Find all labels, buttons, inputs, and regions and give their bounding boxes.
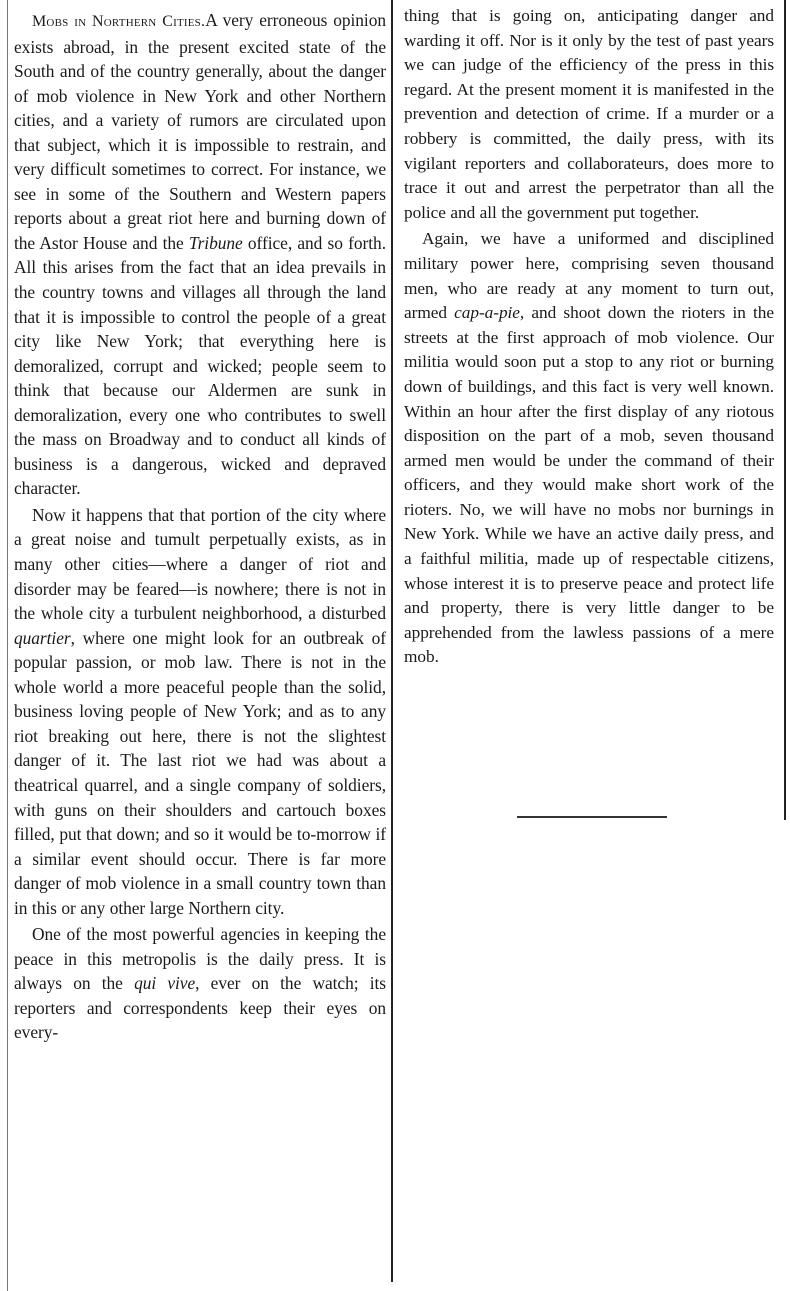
italic-term: Tribune bbox=[188, 232, 243, 253]
paragraph-3-continued: thing that is going on, anticipating danger and warding it off. Nor is it only by the test of past years we can judge of the efficiency of the press in this regard. At the present moment it is manifested in the prevention and detection of crime. If a murder or a robbery is committed, the daily press, with its vigilant reporters and collaborateurs, does more to trace it out and arrest the perpetrator than all the police and all the government put together. bbox=[404, 6, 774, 222]
italic-term: cap-a-pie bbox=[454, 303, 520, 323]
article-column-right bbox=[404, 4, 774, 814]
column-rule-right-edge bbox=[784, 0, 786, 820]
column-rule-center bbox=[391, 0, 393, 1282]
italic-term: quartier bbox=[14, 627, 71, 648]
paragraph-1 bbox=[14, 8, 386, 501]
column-rule-left-edge bbox=[7, 0, 8, 1291]
article-headline: Mobs in Northern Cities. bbox=[32, 13, 206, 30]
italic-term: qui vive bbox=[134, 973, 196, 994]
article-column-left bbox=[14, 8, 386, 1278]
article-end-rule bbox=[517, 816, 667, 818]
paragraph-3: One of the most powerful agencies in keeping the peace in this metropolis is the daily press. It is always on the qui vive, ever on the watch; its reporters and correspondents keep their eyes on every- bbox=[14, 924, 387, 1043]
paragraph-2: Now it happens that that portion of the city where a great noise and tumult perpetually exists, as in many other cities—where a danger of riot and disorder may be feared—is nowhere; there is not in the whole city a turbulent neighborhood, a disturbed quartier, where one might look for an outbreak of popular passion, or mob law. There is not in the whole world a more peaceful people than the solid, business loving people of New York; and as to any riot breaking out here, there is not the slightest danger of it. The last riot we had was about a theatrical quarrel, and a single company of soldiers, with guns on their shoulders and cartouch boxes filled, put that down; and so it would be to-morrow if a similar event should occur. There is far more danger of mob violence in a small country town than in this or any other large Northern city. bbox=[14, 504, 386, 918]
paragraph-1-body: A very erroneous opinion exists abroad, in the present excited state of the South and of the country generally, about the danger of mob violence in New York and other Northern cities, and a variety of rumors are circulated upon that subject, which it is impossible to restrain, and very difficult sometimes to correct. For instance, we see in some of the Southern and Western papers reports about a great riot here and burning down of the Astor House and the Tribune office, and so forth. All this arises from the fact that an idea prevails in the country towns and villages all through the land that it is impossible to control the people of a great city like New York; that everything here is demoralized, corrupt and wicked; people seem to think that because our Aldermen are sunk in demoralization, every one who contributes to swell the mass on Broadway and to conduct all kinds of business is a dangerous, wicked and depraved character. bbox=[14, 10, 386, 499]
paragraph-4: Again, we have a uniformed and disciplined military power here, comprising seven thousand men, who are ready at any moment to turn out, armed cap-a-pie, and shoot down the rioters in the streets at the first approach of mob violence. Our militia would soon put a stop to any riot or burning down of buildings, and this fact is very well known. Within an hour after the first display of any riotous disposition on the part of a mob, seven thousand armed men would be under the command of their officers, and they would make short work of the rioters. No, we will have no mobs nor burnings in New York. While we have an active daily press, and a faithful militia, made up of respectable citizens, whose interest it is to preserve peace and protect life and property, there is very little danger to be apprehended from the lawless passions of a mere mob. bbox=[404, 229, 774, 667]
